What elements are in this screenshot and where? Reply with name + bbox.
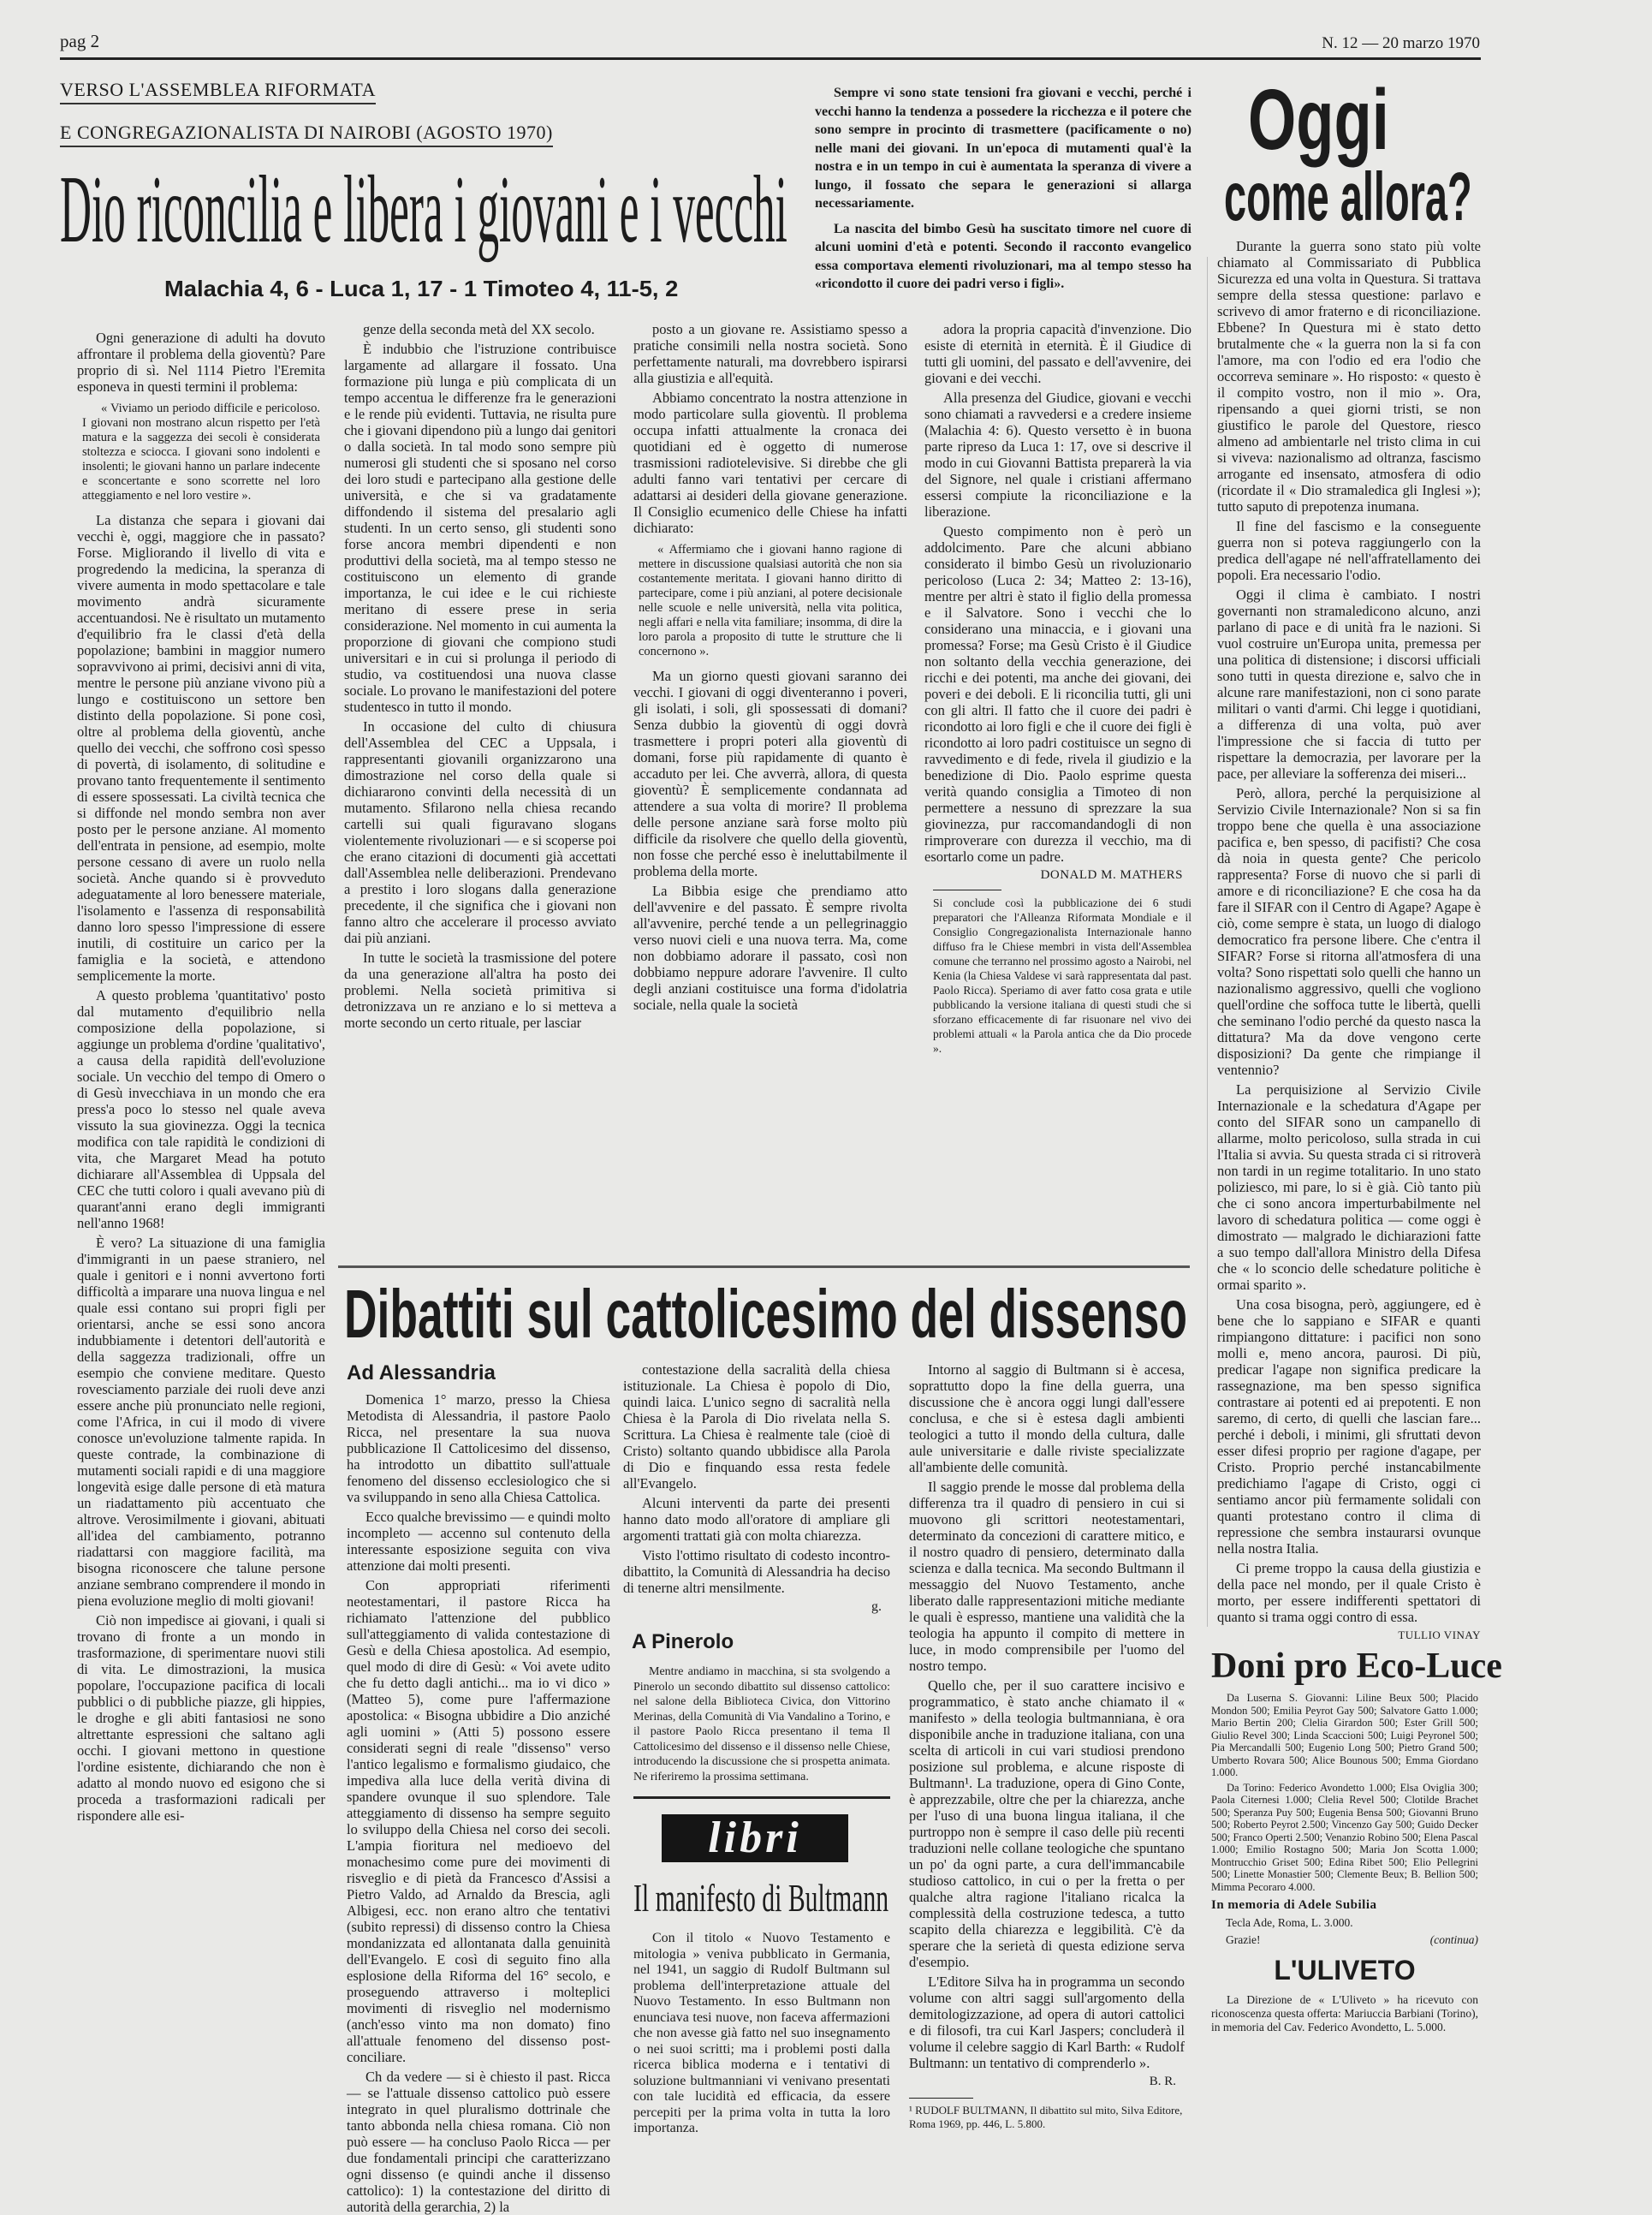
book-title-wrap [633,1878,888,1919]
memorial-heading: In memoria di Adele Subilia [1211,1898,1377,1912]
alessandria-column [347,1391,610,2215]
middle-column-block [623,1361,890,2200]
series-footnote: Si conclude così la pubblicazione dei 6 studi preparatori che l'Alleanza Riformata Mondiale e il Consiglio Congregazionalista Internazionale hanno diffuso fra le Chiese membri in vista dell'Assemblea comune che terranno nel prossimo agosto a Nairobi, nel Kenia (la Chiesa Valdese vi sarà rappresentata dal past. Paolo Ricca). Speriamo di aver fatto cosa grata e utile pubblicando la versione italiana di questi studi che si sforzano efficacemente di far risuonare nel vivo dei problemi attuali « la Parola antica che da Dio procede ». [933,896,1191,1055]
debate-headline: Dibattiti sul cattolicesimo del dissenso [344,1276,1187,1352]
paragraph: Ci preme troppo la causa della giustizia e della pace nel mondo, per il quale Cristo è morto, per essere indifferenti spettatori di quanto si trama oggi contro di essa. [1217,1560,1481,1625]
paragraph: Ogni generazione di adulti ha dovuto affrontare il problema della gioventù? Pare proprio di sì. Nel 1114 Pietro l'Eremita esponeva in questi termini il problema: [77,330,325,395]
paragraph: Alla presenza del Giudice, giovani e vecchi sono chiamati a ravvedersi e a credere insieme (Malachia 4: 6). Questo versetto è in buona parte ripreso da Luca 1: 17, ove si descrive il modo in cui Giovanni Battista preparerà la via del Signore, nel quale i cristiani affermano essersi compiute la riconciliazione e la liberazione. [924,390,1191,520]
paragraph: Il saggio prende le mosse dal problema della differenza tra il quadro di pensiero in cui si muovono gli scrittori neotestamentari, determinato da concezioni di carattere mitico, e il nostro quadro di pensiero, determinato dalla scienza e dalla tecnica. Ma secondo Bultmann il messaggio del Nuovo Testamento, anche liberato dalle rappresentazioni mitiche mediante le quali è espresso, mantiene una validità che la teologia ha appunto il compito di mettere in luce, in modo comprensibile per l'uomo del nostro tempo. [909,1479,1185,1674]
thanks-row [1226,1932,1478,1947]
editorial-title-line-2: come allora? [1224,158,1472,235]
books-rule [633,1796,890,1799]
memorial-text: Tecla Ade, Roma, L. 3.000. [1226,1916,1353,1929]
paragraph: La nascita del bimbo Gesù ha suscitato timore nel cuore di alcuni uomini d'età e potenti. Secondo il racconto evangelico essa comportava elementi rivoluzionari, ma al tempo stesso ha «ricondotto il cuore dei padri verso i figli». [815,221,1191,291]
article-intro [815,84,1191,315]
editorial-title-1-wrap [1248,72,1389,168]
paragraph: A questo problema 'quantitativo' posto dal mutamento d'equilibrio nella composizione della popolazione, si aggiunge un problema d'ordine 'qualitativo', a causa della rapidità dell'evoluzione sociale. Un vecchio del tempo di Omero o di Gesù invecchiava in un mondo che era press'a poco lo stesso nel quale aveva vissuto la sua giovinezza. Oggi la tecnica modifica con tale rapidità le condizioni di vita, che Margaret Mead ha potuto dichiarare all'Assemblea di Uppsala del CEC che tutti coloro i quali avevano più di quarant'anni erano degli immigranti nell'anno 1968! [77,987,325,1231]
paragraph: Alcuni interventi da parte dei presenti hanno dato modo all'oratore di ampliare gli argomenti trattati già con molta chiarezza. [623,1495,890,1544]
book-footnote-rule [909,2098,973,2099]
paragraph: Domenica 1° marzo, presso la Chiesa Metodista di Alessandria, il pastore Paolo Ricca, nel presentare la sua nuova pubblicazione Il Cattolicesimo del dissenso, ha introdotto un dibattito sull'attuale fenomeno del dissenso ecclesiologico che si va sviluppando in seno alla Chiesa Cattolica. [347,1391,610,1505]
donations-list [1211,1692,1478,1893]
continued-note: (continua) [1429,1933,1478,1946]
paragraph: Da Torino: Federico Avondetto 1.000; Elsa Oviglia 300; Paola Citernesi 1.000; Clelia Revel 500; Clotilde Brachet 500; Speranza Puy 500; Eugenia Bensa 500; Giovanni Bruno 500; Roberto Peyrot 2.500; Vincenzo Gay 500; Guido Decker 500; Franco Operti 2.500; Venanzio Robino 500; Elena Pascal 1.000; Emilio Rostagno 500; Maria Jon Scotta 1.000; Montrucchio Griset 500; Edina Ribet 500; Elio Pellegrini 500; Linette Monastier 500; Clemente Beux; B. Bellion 500; Mimma Pecoraro 4.000. [1211,1781,1478,1893]
editorial-signature: TULLIO VINAY [1398,1629,1481,1641]
paragraph: Ecco qualche brevissimo — e quindi molto incompleto — accenno sul contenuto della interessante esposizione seguita con viva attenzione dai molti presenti. [347,1509,610,1574]
paragraph: Il fine del fascismo e la conseguente guerra non si poteva raggiungerlo con la predica dell'agape né nell'affratellamento dei popoli. Era necessario l'odio. [1217,518,1481,583]
debate-headline-wrap [344,1276,1187,1352]
book-review-column-2 [909,1361,1185,2071]
donations-block [1211,1646,1502,2200]
paragraph: La distanza che separa i giovani dai vecchi è, oggi, maggiore che in passato? Forse. Migliorando il livello di vita e progredendo la medicina, la speranza di vivere aumenta in modo spettacolare e tale movimento andrà sicuramente accentuandosi. Ne è risultato un mutamento d'equilibrio fra le classi d'età della popolazione; bambini in maggior numero sopravvivono ai primi, decisivi anni di vita, mentre le persone più anziane vivono più a lungo e costituiscono un settore ben distinto della popolazione. Si pone così, oltre al problema della gioventù, anche quello dei vecchi, che soffrono così spesso di povertà, di isolamento, di solitudine e provano tanto frequentemente il sentimento di essere spossessati. La civiltà tecnica che si diffonde nel mondo sembra non aver posto per le persone anziane. Al momento dell'entrata in pensione, ad esempio, molte persone cessano di avere un ruolo nella società. Anche quando si è provveduto adeguatamente al loro benessere materiale, l'isolamento e l'assenza di responsabilità danno loro spesso l'impressione di essere inutili, di costituire un carico per la famiglia e la società, e attendono semplicemente la morte. [77,512,325,984]
paragraph: Quello che, per il suo carattere incisivo e programmatico, è stato anche chiamato il « manifesto » della teologia bultmanniana, è ora disponibile anche in traduzione italiana, con una scelta di articoli in cui vari studiosi prendono posizione sul problema, e alcune risposte di Bultmann¹. La traduzione, opera di Gino Conte, è apprezzabile, oltre che per la chiarezza, anche per l'uso di una buona lingua italiana, il che purtroppo non è sempre il caso delle più recenti traduzioni nelle collane teologiche che spuntano un po' da ogni parte, a cura dell'immancabile studioso cattolico, in cui o per la fretta o per qualche altra ragione l'italiano ricalca la complessità della costruzione tedesca, a tutto scapito della chiarezza e leggibilità. C'è da sperare che la serietà di questa edizione serva d'esempio. [909,1677,1185,1970]
pinerolo-heading: A Pinerolo [632,1630,734,1653]
book-review-title: Il manifesto di Bultmann [633,1876,889,1920]
editorial-block [1217,238,1481,1641]
article-column-1 [77,330,325,2200]
issue-date: N. 12 — 20 marzo 1970 [1322,34,1480,52]
paragraph: Con il titolo « Nuovo Testamento e mitologia » veniva pubblicato in Germania, nel 1941, un saggio di Rudolf Bultmann sul problema dell'interpretazione attuale del Nuovo Testamento. In esso Bultmann non enunciava tesi nuove, non faceva affermazioni che non avesse già fatto nel suo insegnamento o nei suoi scritti; ma i problemi posti dalla ricerca biblica moderna e i tentativi di soluzione bultmanniani vi venivano presentati con tale lucidità ed efficacia, da essere percepiti per la prima volta in tutta la loro importanza. [633,1931,890,2135]
quotation: « Viviamo un periodo difficile e pericoloso. I giovani non mostrano alcun rispetto per l'età matura e la saggezza dei secoli è considerata stoltezza e sciocca. I giovani sono indolenti e insolenti; le giovani hanno un parlare indecente e sconcertante e sono scorrette nel loro atteggiamento e nel loro vestire ». [82,402,320,503]
scripture-reference: Malachia 4, 6 - Luca 1, 17 - 1 Timoteo 4, 11-5, 2 [164,276,679,301]
paragraph: Visto l'ottimo risultato di codesto incontro-dibattito, la Comunità di Alessandria ha deciso di tenerne altri mensilmente. [623,1547,890,1596]
paragraph: Una cosa bisogna, però, aggiungere, ed è bene che lo sappiano e SIFAR e quanti rimpiangono dittature: i pacifici non sono molli e, meno ancora, paurosi. Di più, predicar l'agape non significa predicare la rassegnazione, ma ben spesso significa contrastare ai potenti ed ai prepotenti. E non saremo, di certo, di quelli che lascian fare... perché i deboli, i minimi, gli sfruttati devon esser difesi proprio per ragione d'agape, per Cristo. Proprio perché instancabilmente predichiamo l'agape di Cristo, oggi ci sentiamo ancor più fermamente solidali con quanti protestano contro il clima di repressione che sembra instaurarsi ovunque nella nostra Italia. [1217,1296,1481,1557]
paragraph: posto a un giovane re. Assistiamo spesso a pratiche consimili nella nostra società. Sono perfettamente naturali, ma dovrebbero ispirarsi alla giustizia e all'equità. [633,321,907,386]
uliveto-text: La Direzione de « L'Uliveto » ha ricevuto con riconoscenza questa offerta: Mariuccia Barbiani (Torino), in memoria del Cav. Federico Avondetto, L. 5.000. [1211,1993,1478,2033]
kicker-line-1: VERSO L'ASSEMBLEA RIFORMATA [60,79,376,104]
quotation: « Affermiamo che i giovani hanno ragione di mettere in discussione qualsiasi autorità che non sia costantemente meritata. I giovani hanno diritto di partecipare, come i più anziani, al potere decisionale nelle scuole e nelle università, nella vita politica, negli affari e nella vita familiare; insomma, di dire la loro parola a proposito di tutte le strutture che li concernono ». [639,543,902,658]
paragraph: Oggi il clima è cambiato. I nostri governanti non stramaledicono alcuno, anzi parlano di pace e di unità fra le nazioni. Si vuol costruire un'Europa unita, premessa per una politica di distensione; i discorsi ufficiali sono tutti in questa direzione e, salvo che in alcune rare manifestazioni, non ci sono parate militari o vanti d'armi. Chi legge i quotidiani, a differenza di una volta, può aver l'impressione che si faccia di tutto per rispettare la democrazia, per lavorare per la pace, per alleviare la sofferenza dei miseri... [1217,586,1481,782]
book-review-block [909,1361,1185,2200]
books-banner: libri [662,1814,848,1862]
alessandria-heading: Ad Alessandria [347,1361,496,1384]
article-column-2 [344,321,616,1254]
main-headline: Dio riconcilia e libera i giovani e i vecchi [60,157,787,263]
paragraph: Intorno al saggio di Bultmann si è accesa, soprattutto dopo la fine della guerra, una discussione che è ancora oggi lungi dall'essere conclusa, e che si è estesa dagli ambienti teologici a tutto il mondo della cultura, dalle aule universitarie e dalle riviste specializzate all'ambiente delle comunità. [909,1361,1185,1475]
paragraph: È indubbio che l'istruzione contribuisce largamente ad allargare il fossato. Una formazione più lunga e più complicata di un tempo accentua le differenze fra le generazioni e le rende più evidenti. Tuttavia, ne risulta pure che i giovani dipendono più a lungo dai genitori o dalla società. In tal modo sono sempre più numerosi gli studenti che si sposano nel corso dei loro studi e partecipano alla gestione delle università, e che si va gradatamente diffondendo il sistema del presalario agli studenti. In un certo senso, gli studenti sono forse ancora membri dipendenti e non produttivi della società, ma al tempo stesso ne costituiscono un elemento di grande importanza, le cui idee e le cui richieste meritano di essere prese in seria considerazione. Nel momento in cui aumenta la proporzione di giovani che compiono studi universitari e in cui si prolunga il periodo di studio, va costituendosi una nuova classe sociale. Lo provano le manifestazioni del potere studentesco in tutto il mondo. [344,341,616,715]
paragraph: Ch da vedere — si è chiesto il past. Ricca — se l'attuale dissenso cattolico può essere integrato in quel pluralismo dottrinale che tanto abbonda nella chiesa romana. Ciò non può essere — ha concluso Paolo Ricca — per due fondamentali principi che caratterizzano ogni dissenso (e quindi anche il dissenso cattolico): 1) la contestazione del diritto di autorità della gerarchia, 2) la [347,2069,610,2215]
paragraph: È vero? La situazione di una famiglia d'immigranti in un paese straniero, nel quale i genitori e i nonni avvertono forti difficoltà a imparare una nuova lingua e nel quale essi contano sui propri figli per orientarsi, anche se essi sono ancora indubbiamente i detentori dell'autorità e della saggezza tradizionali, offre un esempio che conviene meditare. Questo rovesciamento parziale dei ruoli deve anzi essere anche più pronunciato nelle regioni, come l'Africa, in cui il modo di vivere conosce un'evoluzione talmente rapida. In queste contrade, la combinazione di mutamenti sociali rapidi e di una maggiore longevità esige dalle persone di età matura un riadattamento più accentuato che altrove. Verosimilmente i giovani, abituati all'idea del cambiamento, potranno riadattarsi con maggiore facilità, ma bisogna riconoscere che talune persone anziane sembrano comprendere il mondo in piena evoluzione meglio di molti giovani! [77,1235,325,1609]
paragraph: L'Editore Silva ha in programma un secondo volume con altri saggi sull'argomento della demitologizzazione, ad opera di autori cattolici e di filosofi, tra cui Karl Jaspers; concluderà il volume il celebre saggio di Karl Barth: « Rudolf Bultmann: un tentativo di comprenderlo ». [909,1974,1185,2071]
thanks-text: Grazie! [1226,1933,1261,1946]
paragraph: adora la propria capacità d'invenzione. Dio esiste di eternità in eternità. È il Giudice di tutti gli uomini, del passato e dell'avvenire, dei giovani e dei vecchi. [924,321,1191,386]
article-column-4 [924,321,1191,865]
paragraph: La Bibbia esige che prendiamo atto dell'avvenire e del passato. È sempre rivolta all'avvenire, perché tende a un pellegrinaggio verso nuovi cieli e una nuova terra. Ma, come non dobbiamo adorare il passato, così non dobbiamo neppure adorare l'avvenire. Il culto degli anziani costituisce una forma d'idolatria sociale, nella quale la società [633,883,907,1013]
pinerolo-text: Mentre andiamo in macchina, si sta svolgendo a Pinerolo un secondo dibattito sul dissenso cattolico: nel salone della Biblioteca Civica, don Vittorino Merinas, della Comunità di Via Vandalino a Torino, e il pastore Paolo Ricca presentano il tema Il Cattolicesimo del dissenso e il dissenso nelle Chiese, introducendo la discussione che si prospetta animata. Ne riferiremo la prossima settimana. [633,1665,890,1783]
paragraph: In tutte le società la trasmissione del potere da una generazione all'altra ha posto dei problemi. Nella società primitiva si detronizzava un re anziano e lo si metteva a morte secondo un certo rituale, per lasciar [344,950,616,1031]
book-review-signature: B. R. [1149,2075,1176,2088]
book-footnote: ¹ RUDOLF BULTMANN, Il dibattito sul mito, Silva Editore, Roma 1969, pp. 446, L. 5.800. [909,2104,1183,2130]
alessandria-continued [623,1361,890,1596]
paragraph: In occasione del culto di chiusura dell'Assemblea del CEC a Uppsala, i rappresentanti giovanili organizzarono una dimostrazione nel corso della quale si dichiararono convinti della necessità di un mutamento. Sfilarono nella chiesa recando cartelli sui quali figuravano slogans violentemente rivoluzionari — e si scoperse poi che erano citazioni di documenti già accettati dall'Assemblea nelle deliberazioni. Prendevano a prestito i loro slogans dalla generazione precedente, il che significa che i giovani non fanno altro che accelerare il processo avviato dai più anziani. [344,718,616,946]
paragraph: contestazione della sacralità della chiesa istituzionale. La Chiesa è popolo di Dio, quindi laica. L'unico segno di sacralità nella Chiesa è la Parola di Dio rivelata nella S. Scrittura. La Chiesa è realmente tale (cioè di Cristo) soltanto quando ubbidisce alla Parola di Dio e finquando essa resta fedele all'Evangelo. [623,1361,890,1492]
donations-title: Doni pro Eco-Luce [1211,1646,1502,1686]
article-column-3 [633,321,907,1254]
editorial-body [1217,238,1481,1625]
book-review-column-1 [633,1931,890,2137]
editorial-title-line-1: Oggi [1248,72,1389,168]
editorial-title-2-wrap [1224,158,1472,235]
paragraph: Ma un giorno questi giovani saranno dei vecchi. I giovani di oggi diventeranno i poveri, gli isolati, i soli, gli spossessati di domani? Senza dubbio la gioventù di oggi dovrà trasmettere i propri poteri alla gioventù di domani, forse più rapidamente di quanto è accaduto per lei. Che avverrà, allora, di questa gioventù? È semplicemente condannata ad attendere a sua volta di morire? Il problema delle persone anziane sarà forse molto più difficile da risolvere che quello della gioventù, non fosse che perché esso è ineluttabilmente il problema della morte. [633,668,907,879]
paragraph: Ciò non impedisce ai giovani, i quali si trovano di fronte a un mondo in trasformazione, di sperimentare nuovi stili di vita. Le dimostrazioni, la musica popolare, l'occupazione pacifica di locali pubblici o di pubbliche piazze, gli hippies, le droghe e gli abiti fantasiosi ne sono altrettante espressioni che saltano agli occhi. I giovani mettono in questione l'ordine esistente, dichiarando che non è adatto al mondo nuovo ed esigono che si proceda a trasformazioni radicali per rispondere alle esi- [77,1612,325,1824]
paragraph: Con appropriati riferimenti neotestamentari, il pastore Ricca ha richiamato l'attenzione del pubblico sull'atteggiamento di valida contestazione di Gesù e della Chiesa apostolica. Ad esempio, quel modo di dire di Gesù: « Voi avete udito che fu detto dagli antichi... ma io vi dico » (Matteo 5), come pure l'affermazione apostolica: « Bisogna ubbidire a Dio anziché agli uomini » (Atti 5) possono essere considerati segni di reale "dissenso" verso l'antico legalismo e formalismo giudaico, che impediva alla luce della verità divina di spandere ovunque il suo splendore. Tale atteggiamento di dissenso ha sempre seguito lo sviluppo della Chiesa nel corso dei secoli. L'ampia fioritura nel medioevo del monachesimo come pure dei movimenti di risveglio e di pietà da Francesco d'Assisi a Pietro Valdo, ad Arnaldo da Brescia, agli Albigesi, ecc. non erano altro che tentativi (subito repressi) di dissenso contro la Chiesa mondanizzata ed allontanata dalla genuinità dell'Evangelo. E così di seguito fino alla esplosione della Riforma del 16° secolo, e proseguendo attraverso i molteplici movimenti di risveglio nel modernismo (anch'esso vinto ma non domato) fino all'attuale fenomeno del dissenso post-conciliare. [347,1577,610,2065]
paragraph: genze della seconda metà del XX secolo. [363,321,595,337]
paragraph: Durante la guerra sono stato più volte chiamato al Commissariato di Pubblica Sicurezza ed una volta in Questura. Si trattava sempre della stessa questione: parlavo e scrivevo di amor fraterno e di riconciliazione. Ebbene? In Questura mi è stato detto brutalmente che « la guerra non la si fa con l'amore, ma con l'odio ed era l'odio che occorreva seminare ». Ho risposto: « questo è il compito vostro, non il mio ». Ora, ripensando a quei giorni tristi, se non giustifico le parole del Questore, riesco almeno ad ambientarle nel tristo clima in cui si viveva: nazionalismo ad oltranza, fascismo arrogante ed insensato, atmosfera di odio (ricordate il « Dio stramaledica gli Inglesi »); tutto saputo di prepotenza inumana. [1217,238,1481,515]
paragraph: Però, allora, perché la perquisizione al Servizio Civile Internazionale? Non si sa fin troppo bene che quella è una associazione pacifica e, ben spesso, di pacifisti? Che cosa dà noia in questa gente? Che pericolo rappresenta? Forse di nuovo che si parli di amore e di riconciliazione? E che cosa ha da fare il SIFAR con il Centro di Agape? Agape è ciò, come sempre è stata, un luogo di dialogo democratico fra persone libere. Che c'entra il SIFAR? Forse si ritorna all'atmosfera di una volta? Sono rispettati solo quelli che hanno un nazionalismo aggressivo, quelli che vogliono quell'ordine che soffoca tutte le libertà, quelli che seminano l'odio perché da questo nasca la dittatura? Ma da dove vengono certe disposizioni? Da gente che rimpiange il ventennio? [1217,785,1481,1078]
page-number: pag 2 [60,31,100,51]
author-signature: DONALD M. MATHERS [1040,868,1183,882]
kicker-line-2: E CONGREGAZIONALISTA DI NAIROBI (AGOSTO 1970) [60,122,553,147]
paragraph: Abbiamo concentrato la nostra attenzione in modo particolare sulla gioventù. Il problema occupa infatti attualmente la cronaca dei quotidiani ed è oggetto di numerose trasmissioni radiotelevisive. Si direbbe che gli adulti fanno vari tentativi per cercare di adattarsi ai desideri della giovane generazione. Il Consiglio ecumenico delle Chiese ha infatti dichiarato: [633,390,907,536]
article-column-4-block [924,321,1191,1259]
section-rule [338,1265,1190,1268]
uliveto-title: L'ULIVETO [1274,1955,1416,1986]
paragraph: Da Luserna S. Giovanni: Liline Beux 500; Placido Mondon 500; Emilia Peyrot Gay 500; Salvatore Gatto 1.000; Mario Bertin 200; Clelia Girardon 500; Ester Grill 500; Giulio Revel 300; Linda Scaccioni 500; Luigi Peyronel 500; Pia Mercandalli 500; Eugenio Long 500; Pietro Grand 500; Umberto Rovara 500; Alice Bounous 500; Emma Giordano 1.000. [1211,1692,1478,1778]
paragraph: La perquisizione al Servizio Civile Internazionale e la schedatura d'Agape per conto del SIFAR sono un campanello di allarme, molto pericoloso, sulla strada in cui l'Italia si avvia. Su questa strada ci si ritroverà non tardi in un regime totalitario. In uno stato poliziesco, mi pare, lo si è già. Ciò tanto più che ci sono ancora imperturbabilmente nel lavoro di schedatura politica — come oggi è dimostrato — malgrado le dichiarazioni fatte a suo tempo dall'allora Ministro della Difesa che « lo sconcio delle schedature politiche è ormai sparito ». [1217,1081,1481,1293]
main-headline-wrap [60,158,787,261]
alessandria-signature: g. [871,1599,882,1614]
scripture-wrap [164,276,678,303]
paragraph: Sempre vi sono state tensioni fra giovani e vecchi, perché i vecchi hanno la tendenza a possedere la ricchezza e il potere che sono sempre in procinto di trasmettere (pacificamente o no) nelle mani dei giovani. In un'epoca di mutamenti qual'è la nostra e in un tempo in cui è aumentata la speranza di vivere a lungo, il fossato che separa le generazioni si allarga necessariamente. [815,86,1191,211]
paragraph: Questo compimento non è però un addolcimento. Pare che alcuni abbiano considerato il bimbo Gesù un rivoluzionario pericoloso (Luca 2: 34; Matteo 2: 13-16), mentre per altri è stato il figlio della promessa e il Salvatore. Sono i vecchi che lo considerano una minaccia, e i giovani una promessa? Forse; ma Gesù Cristo è il Giudice non soltanto della vecchia generazione, dei ricchi e dei potenti, ma anche dei giovani, dei poveri e dei deboli. E li riconcilia tutti, gli uni con gli altri. Il fatto che il cuore dei padri è ricondotto ai loro figli e che il cuore dei figli è ricondotto ai loro padri costituisce un segno di ravvedimento e di fede, rivela il giudizio e la benedizione di Dio. Paolo esprime questa verità quando consiglia a Timoteo di non permettere a nessuno di sprezzare la sua giovinezza, pur raccomandandogli di non rimproverare con durezza il vecchio, ma di esortarlo come un padre. [924,523,1191,865]
column-divider [1207,257,1208,1627]
header-rule [60,57,1481,60]
